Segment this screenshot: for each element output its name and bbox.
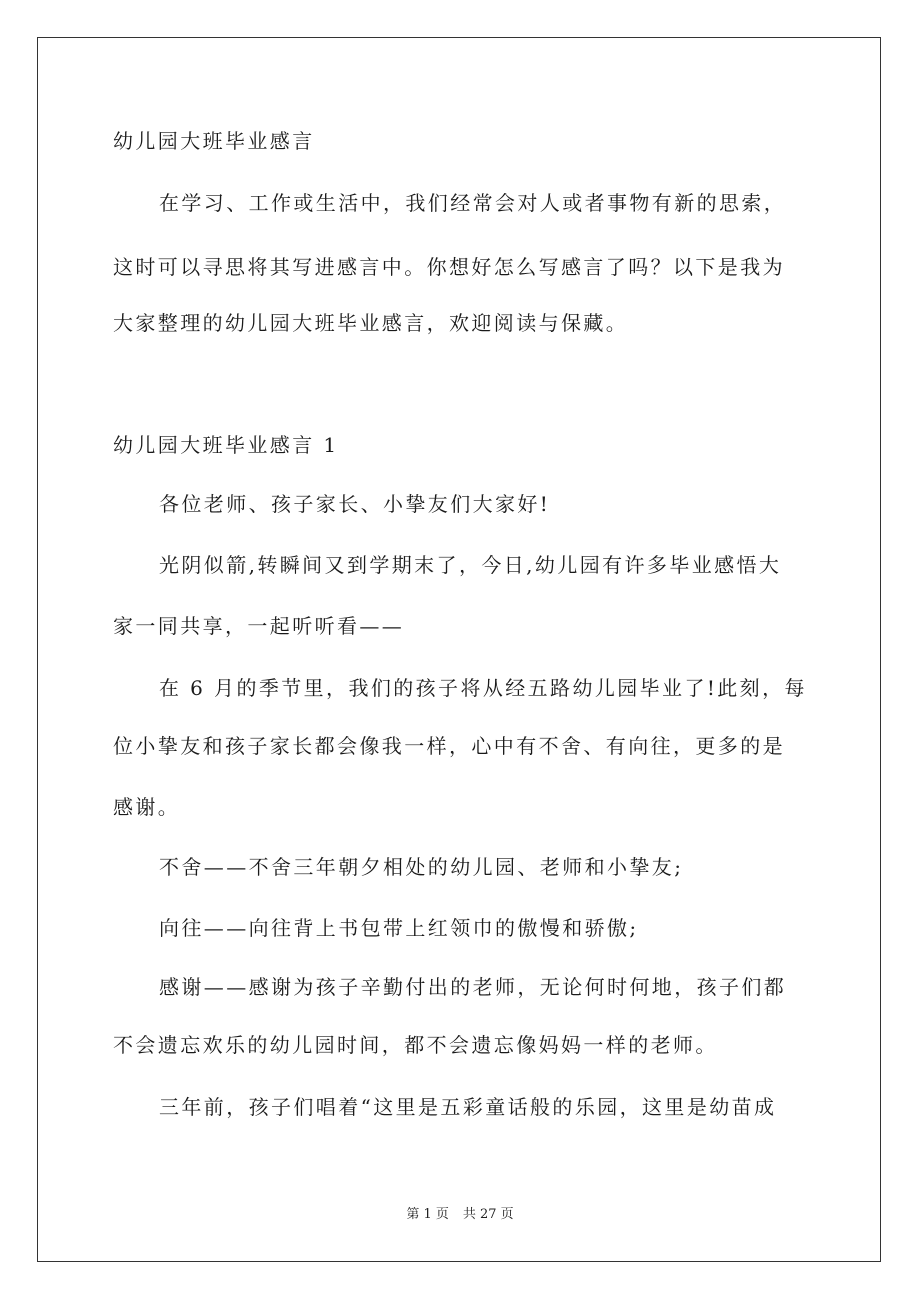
body-line: 感谢——感谢为孩子辛勤付出的老师，无论何时何地，孩子们都 (159, 975, 787, 999)
page-footer (0, 1206, 920, 1224)
current-page-indicator: 第 1 页 (406, 1207, 449, 1222)
body-line: 向往——向往背上书包带上红领巾的傲慢和骄傲; (159, 916, 639, 940)
document-title: 幼儿园大班毕业感言 (113, 129, 315, 153)
body-line: 位小挚友和孩子家长都会像我一样，心中有不舍、有向往，更多的是 (113, 734, 785, 758)
intro-paragraph-line-1: 在学习、工作或生活中，我们经常会对人或者事物有新的思索， (159, 191, 787, 215)
body-line: 三年前，孩子们唱着“这里是五彩童话般的乐园，这里是幼苗成 (159, 1095, 777, 1119)
body-line: 光阴似箭,转瞬间又到学期末了，今日,幼儿园有许多毕业感悟大 (159, 553, 782, 577)
intro-paragraph-line-2: 这时可以寻思将其写进感言中。你想好怎么写感言了吗？以下是我为 (113, 255, 785, 279)
body-line: 家一同共享，一起听听看—— (113, 614, 405, 638)
total-pages-indicator: 共 27 页 (462, 1207, 514, 1222)
intro-paragraph-line-3: 大家整理的幼儿园大班毕业感言，欢迎阅读与保藏。 (113, 311, 629, 335)
body-line: 不舍——不舍三年朝夕相处的幼儿园、老师和小挚友; (159, 855, 684, 879)
body-line: 不会遗忘欢乐的幼儿园时间，都不会遗忘像妈妈一样的老师。 (113, 1033, 718, 1057)
section-title: 幼儿园大班毕业感言 1 (113, 433, 339, 457)
body-line-greeting: 各位老师、孩子家长、小挚友们大家好! (159, 492, 551, 516)
body-line: 在 6 月的季节里，我们的孩子将从经五路幼儿园毕业了!此刻，每 (159, 676, 807, 700)
body-line: 感谢。 (113, 795, 181, 819)
page-border (37, 37, 881, 1262)
